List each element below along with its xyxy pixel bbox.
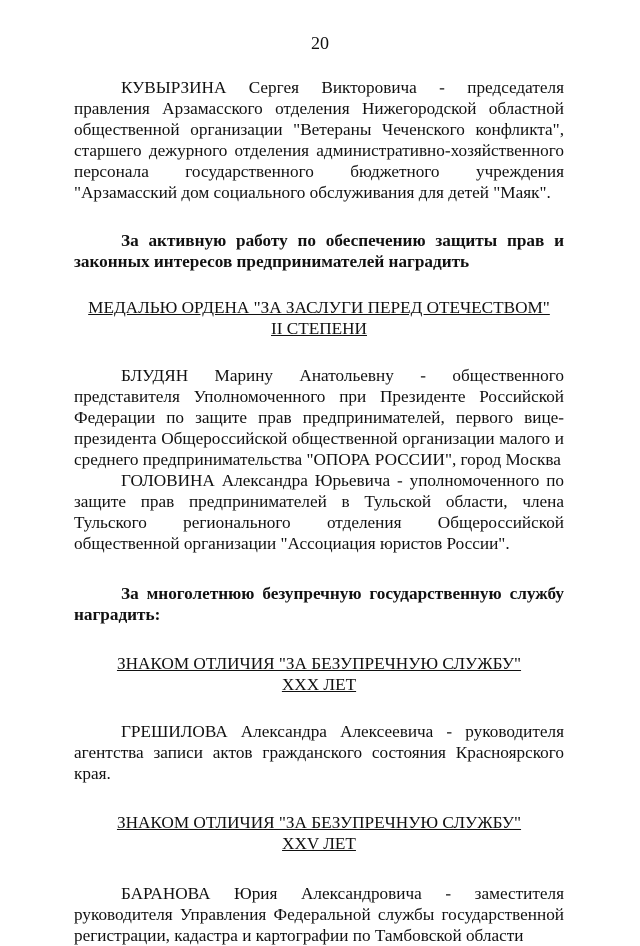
award-directive: За активную работу по обеспечению защиты прав и законных интересов предпринимателей наградить xyxy=(74,231,564,271)
award-title xyxy=(74,812,564,854)
award-title xyxy=(74,297,564,339)
award-recipient-paragraph: ГОЛОВИНА Александра Юрьевича - уполномоченного по защите прав предпринимателей в Тульской области, члена Тульского регионального отделения Общероссийской общественной организации "Ассоциация юристов России". xyxy=(74,471,564,553)
award-title-line: XXX ЛЕТ xyxy=(281,675,357,694)
award-directive: За многолетнюю безупречную государственную службу наградить: xyxy=(74,584,564,624)
award-title xyxy=(74,653,564,695)
award-recipient-paragraph: ГРЕШИЛОВА Александра Алексеевича - руководителя агентства записи актов гражданского состояния Красноярского края. xyxy=(74,722,564,783)
document-body xyxy=(74,77,564,946)
award-title-line: II СТЕПЕНИ xyxy=(271,319,367,338)
page-number: 20 xyxy=(311,33,329,53)
award-recipient-paragraph: БАРАНОВА Юрия Александровича - заместителя руководителя Управления Федеральной службы государственной регистрации, кадастра и картографии по Тамбовской области xyxy=(74,884,564,945)
award-recipient-paragraph: БЛУДЯН Марину Анатольевну - общественного представителя Уполномоченного при Президенте Российской Федерации по защите прав предпринимателей, первого вице-президента Общероссийской общественной организации малого и среднего предпринимательства "ОПОРА РОССИИ", город Москва xyxy=(74,366,564,469)
award-title-line: ЗНАКОМ ОТЛИЧИЯ "ЗА БЕЗУПРЕЧНУЮ СЛУЖБУ" xyxy=(116,813,522,832)
award-title-line: XXV ЛЕТ xyxy=(282,834,356,853)
award-recipient-paragraph: КУВЫРЗИНА Сергея Викторовича - председателя правления Арзамасского отделения Нижегородской областной общественной организации "Ветераны Чеченского конфликта", старшего дежурного отделения административно-хозяйственного персонала государственного бюджетного учреждения "Арзамасский дом социального обслуживания для детей "Маяк". xyxy=(74,78,564,202)
award-title-line: ЗНАКОМ ОТЛИЧИЯ "ЗА БЕЗУПРЕЧНУЮ СЛУЖБУ" xyxy=(116,654,522,673)
award-title-line: МЕДАЛЬЮ ОРДЕНА "ЗА ЗАСЛУГИ ПЕРЕД ОТЕЧЕСТВОМ" xyxy=(88,298,550,317)
